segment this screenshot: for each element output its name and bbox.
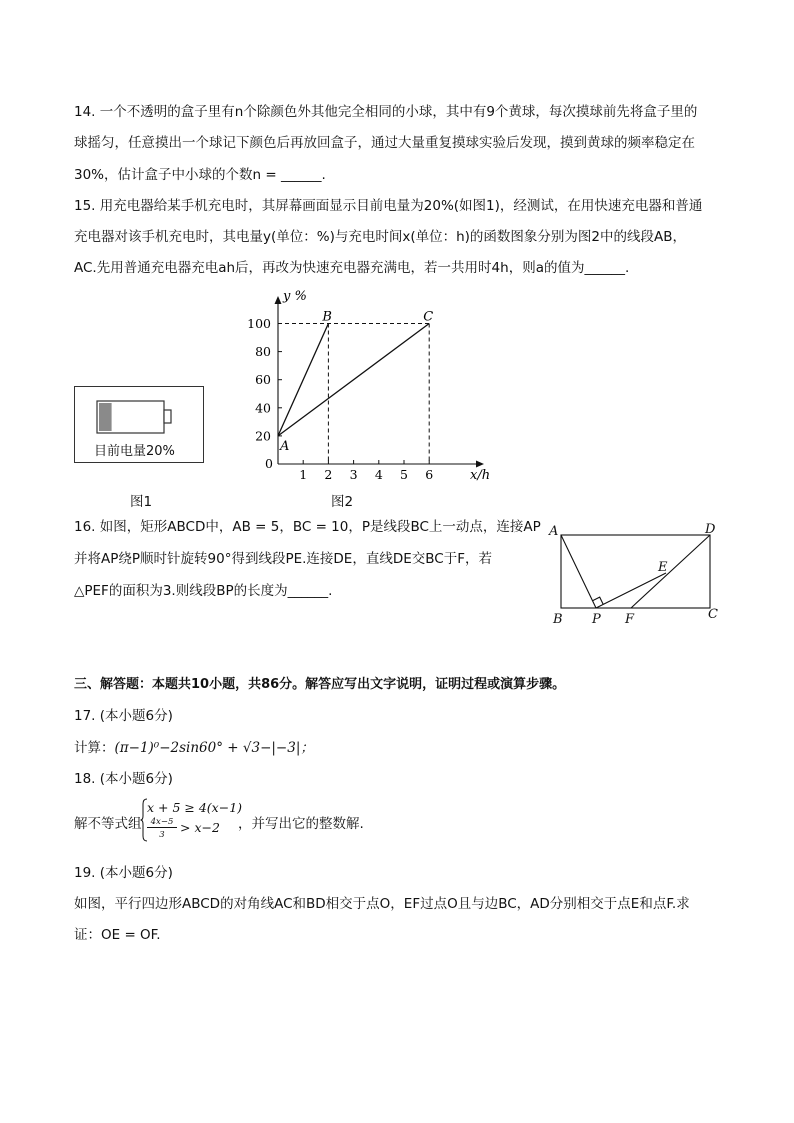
q16-line-2: 并将AP绕P顺时针旋转90°得到线段PE.连接DE，直线DE交BC于F，若	[74, 551, 492, 567]
x-axis-arrow	[476, 461, 484, 468]
q15-line-3: AC.先用普通充电器充电ah后，再改为快速充电器充满电，若一共用时4h，则a的值为______.	[74, 260, 630, 276]
x-tick-label: 4	[374, 467, 383, 482]
y-axis-arrow	[275, 296, 282, 304]
label-a: A	[549, 524, 559, 539]
q18-prefix: 解不等式组	[74, 816, 142, 832]
q15-line-1: 15. 用充电器给某手机充电时，其屏幕画面显示目前电量为20%(如图1)，经测试，在用快速充电器和普通	[74, 198, 703, 214]
x-tick-label: 2	[324, 467, 333, 482]
figure-1-caption: 图1	[130, 494, 153, 510]
y-tick-label: 80	[255, 344, 271, 360]
q18-inequality-2-rhs: > x−2	[180, 820, 220, 835]
q18-inequality-1: x + 5 ≥ 4(x−1)	[147, 800, 243, 815]
segment-ap	[561, 535, 596, 608]
q18-fraction-denominator: 3	[159, 830, 165, 840]
q16-line-3: △PEF的面积为3.则线段BP的长度为______.	[74, 583, 333, 599]
q18-suffix: ，并写出它的整数解.	[238, 816, 364, 832]
y-tick-label: 40	[255, 400, 271, 416]
y-tick-label: 20	[255, 428, 271, 444]
segment-ac	[278, 324, 429, 436]
q17-expression: (π−1)⁰−2sin60° + √3−|−3|；	[114, 740, 314, 756]
battery-fill	[99, 403, 112, 431]
q18-fraction-numerator: 4x−5	[147, 817, 177, 828]
origin-label: 0	[265, 456, 273, 471]
segment-pe	[596, 573, 666, 608]
q17-title: 17. (本小题6分)	[74, 708, 173, 724]
y-axis-label: y %	[283, 289, 307, 304]
charging-chart	[240, 282, 505, 487]
x-tick-label: 5	[400, 467, 408, 482]
x-tick-label: 1	[299, 467, 308, 482]
point-label-c: C	[423, 309, 434, 325]
figure-2-caption: 图2	[331, 494, 354, 510]
q18-title: 18. (本小题6分)	[74, 771, 173, 787]
battery-cap	[164, 410, 171, 423]
rectangle-figure	[545, 520, 725, 628]
point-label-a: A	[280, 438, 290, 454]
x-tick-label: 6	[425, 467, 434, 482]
q14-line-2: 球摇匀，任意摸出一个球记下颜色后再放回盒子，通过大量重复摸球实验后发现，摸到黄球的频率稳定在	[74, 135, 695, 151]
q14-line-3: 30%，估计盒子中小球的个数n = ______.	[74, 167, 326, 183]
label-c: C	[708, 607, 718, 622]
label-e: E	[658, 560, 668, 575]
rect-abcd	[561, 535, 710, 608]
segment-df	[631, 535, 710, 608]
q19-title: 19. (本小题6分)	[74, 865, 173, 881]
label-p: P	[592, 612, 601, 627]
q19-line-2: 证：OE = OF.	[74, 927, 161, 943]
point-label-b: B	[322, 309, 332, 325]
q14-line-1: 14. 一个不透明的盒子里有n个除颜色外其他完全相同的小球，其中有9个黄球，每次摸球前先将盒子里的	[74, 104, 698, 120]
x-axis-label: x/h	[470, 468, 491, 483]
label-d: D	[705, 522, 716, 537]
segment-ab	[278, 324, 328, 436]
x-tick-label: 3	[349, 467, 358, 482]
q15-line-2: 充电器对该手机充电时，其电量y(单位：%)与充电时间x(单位：h)的函数图象分别为图2中的线段AB，	[74, 229, 687, 245]
label-f: F	[625, 612, 635, 627]
y-tick-label: 60	[255, 372, 271, 388]
q17-line	[74, 739, 314, 757]
q19-line-1: 如图，平行四边形ABCD的对角线AC和BD相交于点O，EF过点O且与边BC，AD分别相交于点E和点F.求	[74, 896, 690, 912]
section-3-heading: 三、解答题：本题共10小题，共86分。解答应写出文字说明，证明过程或演算步骤。	[74, 677, 566, 692]
y-tick-label: 100	[247, 316, 271, 331]
label-b: B	[553, 612, 563, 627]
q16-line-1: 16. 如图，矩形ABCD中，AB = 5，BC = 10，P是线段BC上一动点，连接AP	[74, 519, 541, 535]
battery-label: 目前电量20%	[94, 444, 175, 459]
q17-prefix: 计算：	[74, 740, 115, 756]
